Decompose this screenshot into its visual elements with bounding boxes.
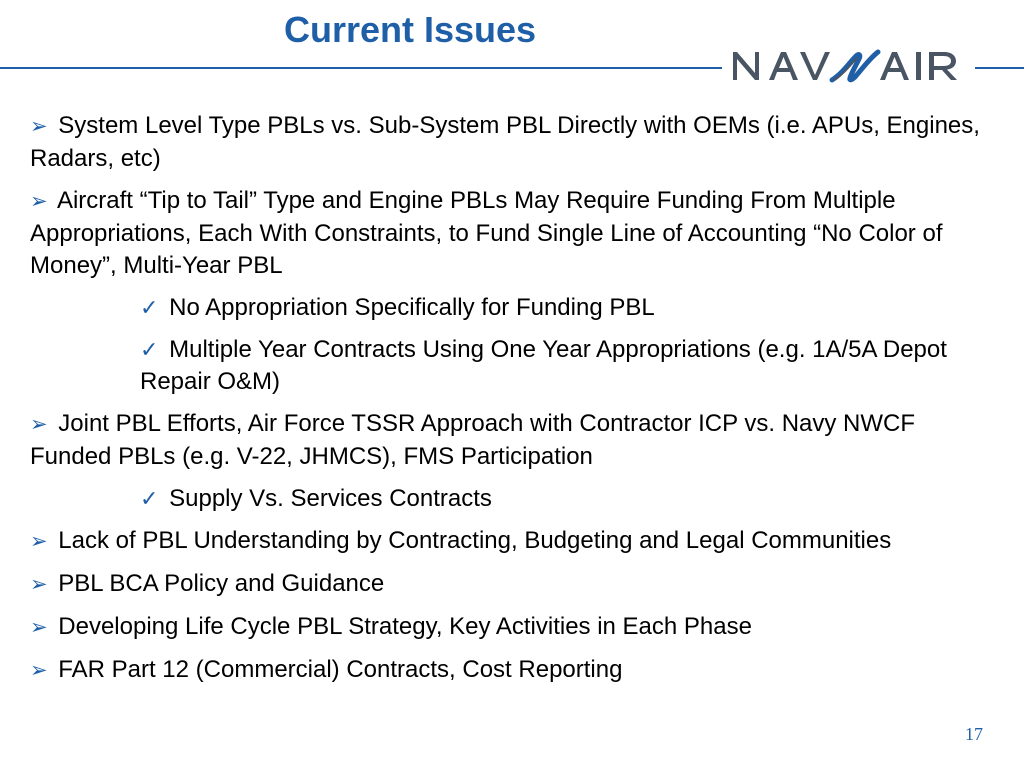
bullet-text: System Level Type PBLs vs. Sub-System PBL Directly with OEMs (i.e. APUs, Engines, Radars, etc) (30, 112, 980, 172)
bullet-item (30, 654, 990, 687)
checkmark-icon: ✓ (140, 486, 159, 511)
arrowhead-bullet-icon: ➢ (30, 573, 48, 596)
bullet-text: Supply Vs. Services Contracts (169, 485, 492, 512)
checkmark-icon: ✓ (140, 337, 159, 362)
bullet-item (30, 611, 990, 644)
arrowhead-bullet-icon: ➢ (30, 659, 48, 682)
bullet-text: Aircraft “Tip to Tail” Type and Engine PBLs May Require Funding From Multiple Appropriations, Each With Constraints, to Fund Single Line of Accounting “No Color of Money”, Multi-Year PBL (30, 187, 943, 279)
arrowhead-bullet-icon: ➢ (30, 616, 48, 639)
bullet-text: Multiple Year Contracts Using One Year Appropriations (e.g. 1A/5A Depot Repair O&M) (140, 336, 947, 395)
bullet-item (30, 568, 990, 601)
arrowhead-bullet-icon: ➢ (30, 115, 48, 138)
bullet-item (30, 110, 990, 175)
bullet-text: FAR Part 12 (Commercial) Contracts, Cost Reporting (58, 656, 623, 683)
bullet-text: PBL BCA Policy and Guidance (58, 570, 385, 597)
sub-bullet-item (30, 334, 990, 398)
checkmark-icon: ✓ (140, 295, 159, 320)
navair-logo (728, 40, 974, 90)
header-rule-right (975, 67, 1024, 69)
bullet-list (30, 110, 990, 697)
page-number: 17 (965, 724, 983, 744)
bullet-text: Lack of PBL Understanding by Contracting, Budgeting and Legal Communities (58, 527, 892, 554)
arrowhead-bullet-icon: ➢ (30, 413, 48, 436)
header-rule-left (0, 67, 722, 69)
bullet-text: No Appropriation Specifically for Funding PBL (169, 294, 655, 321)
sub-bullet-item (30, 292, 990, 324)
slide-title: Current Issues (283, 9, 537, 50)
sub-bullet-item (30, 483, 990, 515)
bullet-item (30, 185, 990, 282)
arrowhead-bullet-icon: ➢ (30, 530, 48, 553)
bullet-text: Developing Life Cycle PBL Strategy, Key Activities in Each Phase (58, 613, 752, 640)
bullet-item (30, 525, 990, 558)
bullet-text: Joint PBL Efforts, Air Force TSSR Approach with Contractor ICP vs. Navy NWCF Funded PBLs (e.g. V-22, JHMCS), FMS Participation (30, 410, 916, 470)
bullet-item (30, 408, 990, 473)
arrowhead-bullet-icon: ➢ (30, 190, 48, 213)
